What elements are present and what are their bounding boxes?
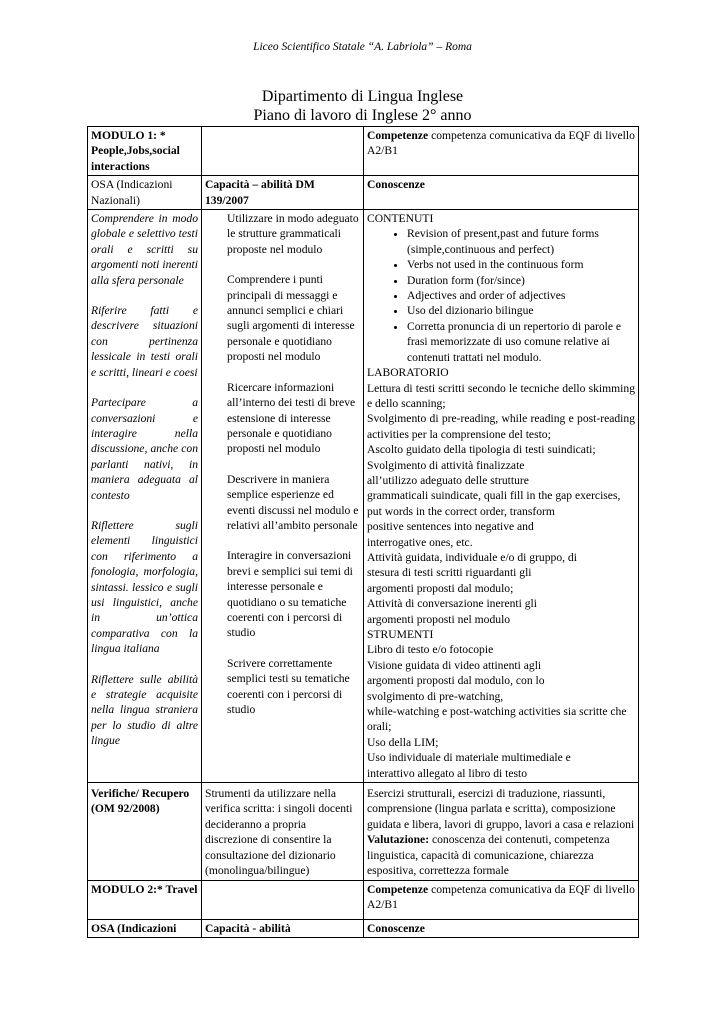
laboratorio-line: Attività di conversazione inerenti gli xyxy=(367,597,537,611)
laboratorio-line: put words in the correct order, transform xyxy=(367,504,555,518)
capacita-header-2: Capacità - abilità xyxy=(202,919,364,937)
work-plan-table xyxy=(87,126,639,938)
capacita-header: Capacità – abilità DM 139/2007 xyxy=(202,176,364,210)
laboratorio-line: argomenti proposti nel modulo xyxy=(367,612,511,626)
department-title: Dipartimento di Lingua Inglese xyxy=(261,88,464,105)
modulo2-empty-cell xyxy=(202,880,364,919)
modulo1-label: MODULO 1: * People,Jobs,social interactions xyxy=(88,127,202,176)
strumenti-line: interattivo allegato al libro di testo xyxy=(367,766,528,780)
laboratorio-line: Ascolto guidato della tipologia di testi suindicati; xyxy=(367,443,596,457)
verifiche-row xyxy=(88,783,639,880)
modulo1-competenze xyxy=(364,127,639,176)
laboratorio-line: interrogative ones, etc. xyxy=(367,535,473,549)
capacita-item: Utilizzare in modo adeguato le strutture grammaticali proposte nel modulo xyxy=(227,212,359,256)
header-row-2 xyxy=(88,919,639,937)
verifiche-label: Verifiche/ Recupero (OM 92/2008) xyxy=(88,783,202,880)
school-header: Liceo Scientifico Statale “A. Labriola” – Roma xyxy=(253,41,472,53)
strumenti-label: STRUMENTI xyxy=(367,628,434,641)
modulo1-empty-cell xyxy=(202,127,364,176)
laboratorio-line: Svolgimento di attività finalizzate xyxy=(367,458,525,472)
modulo2-row xyxy=(88,880,639,919)
osa-item: Riflettere sugli elementi linguistici con riferimento a fonologia, morfologia, sintassi. lessico e sugli usi linguistici, anche in un’ottica comparativa con la lingua italiana xyxy=(91,518,198,656)
contenuti-item: • Adjectives and order of adjectives xyxy=(407,288,635,303)
osa-item: Riferire fatti e descrivere situazioni con pertinenza lessicale in testi orali e scritti, lineari e coesi xyxy=(91,304,198,379)
conoscenze-header-2: Conoscenze xyxy=(364,919,639,937)
strumenti-line: Visione guidata di video attinenti agli xyxy=(367,658,542,672)
verifiche-strumenti: Strumenti da utilizzare nella verifica scritta: i singoli docenti decideranno a propria discrezione di consentire la consultazione del dizionario (monolingua/bilingue) xyxy=(202,783,364,880)
laboratorio-line: Svolgimento di pre-reading, while reading e post-reading activities per la comprensione del testo; xyxy=(367,412,635,441)
laboratorio-line: argomenti proposti dal modulo; xyxy=(367,581,514,595)
plan-title: Piano di lavoro di Inglese 2° anno xyxy=(253,107,472,124)
strumenti-line: argomenti proposti dal modulo, con lo xyxy=(367,674,545,688)
strumenti-line: while-watching e post-watching activities sia scritte che orali; xyxy=(367,705,627,734)
conoscenze-cell xyxy=(364,210,639,783)
contenuti-item: • Verbs not used in the continuous form xyxy=(407,257,635,272)
contenuti-item: • Duration form (for/since) xyxy=(407,273,635,288)
valutazione-text: conoscenza dei contenuti, competenza linguistica, capacità di comunicazione, chiarezza espositiva, correttezza formale xyxy=(367,833,610,878)
laboratorio-line: grammaticali suindicate, quali fill in the gap exercises, xyxy=(367,489,621,503)
competenze-text: competenza comunicativa da EQF di livello A2/B1 xyxy=(367,129,635,158)
laboratorio-label: LABORATORIO xyxy=(367,366,449,380)
verifiche-esercizi: Esercizi strutturali, esercizi di traduzione, riassunti, comprensione (lingua parlata e scritta), composizione guidata e libera, lavori di gruppo, lavori a casa e relazioni xyxy=(367,787,635,831)
capacita-item: Ricercare informazioni all’interno dei testi di breve estensione di interesse personale e quotidiano proposti nel modulo xyxy=(227,380,356,456)
contenuti-item: • Revision of present,past and future forms (simple,continuous and perfect) xyxy=(407,226,635,257)
strumenti-line: Uso della LIM; xyxy=(367,735,439,749)
verifiche-esercizi-cell xyxy=(364,783,639,880)
laboratorio-line: all’utilizzo adeguato delle strutture xyxy=(367,473,529,487)
laboratorio-line: Lettura di testi scritti secondo le tecniche dello skimming e dello scanning; xyxy=(367,381,635,410)
competenze-text: competenza comunicativa da EQF di livello A2/B1 xyxy=(367,882,635,911)
modulo2-label: MODULO 2:* Travel xyxy=(88,880,202,919)
competenze-label: Competenze xyxy=(367,882,429,896)
content-row xyxy=(88,210,639,783)
osa-item: Riflettere sulle abilità e strategie acquisite nella lingua straniera per lo studio di altre lingue xyxy=(91,672,198,748)
modulo2-competenze xyxy=(364,880,639,919)
capacita-item: Descrivere in maniera semplice esperienze ed eventi discussi nel modulo e relativi all’ambito personale xyxy=(227,472,359,532)
strumenti-line: svolgimento di pre-watching, xyxy=(367,689,504,703)
laboratorio-line: stesura di testi scritti riguardanti gli xyxy=(367,566,532,580)
osa-cell xyxy=(88,210,202,783)
modulo1-row xyxy=(88,127,639,176)
conoscenze-header: Conoscenze xyxy=(364,176,639,210)
osa-item: Partecipare a conversazioni e interagire nella discussione, anche con parlanti nativi, in maniera adeguata al contesto xyxy=(91,396,198,502)
contenuti-item: • Uso del dizionario bilingue xyxy=(407,303,635,318)
contenuti-item: • Corretta pronuncia di un repertorio di parole e frasi memorizzate di uso comune relative ai contenuti trattati nel modulo. xyxy=(407,319,635,365)
osa-item: Comprendere in modo globale e selettivo testi orali e scritti su argomenti noti inerenti alla sfera personale xyxy=(91,212,198,287)
header-row xyxy=(88,176,639,210)
osa-header: OSA (Indicazioni Nazionali) xyxy=(88,176,202,210)
capacita-cell xyxy=(202,210,364,783)
strumenti-line: Libro di testo e/o fotocopie xyxy=(367,643,494,657)
capacita-item: Comprendere i punti principali di messaggi e annunci semplici e chiari sugli argomenti di interesse personale e quotidiano proposti nel modulo xyxy=(227,273,355,364)
capacita-item: Scrivere correttamente semplici testi su tematiche coerenti con i percorsi di studio xyxy=(227,656,350,716)
competenze-label: Competenze xyxy=(367,129,429,142)
laboratorio-line: Attività guidata, individuale e/o di gruppo, di xyxy=(367,550,577,564)
valutazione-label: Valutazione: xyxy=(367,833,430,847)
osa-header-2: OSA (Indicazioni xyxy=(88,919,202,937)
capacita-item: Interagire in conversazioni brevi e semplici sui temi di interesse personale e quotidiano o su tematiche coerenti con i percorsi di studio xyxy=(227,549,353,640)
contenuti-label: CONTENUTI xyxy=(367,212,434,226)
laboratorio-line: positive sentences into negative and xyxy=(367,520,534,534)
strumenti-line: Uso individuale di materiale multimediale e xyxy=(367,751,571,765)
